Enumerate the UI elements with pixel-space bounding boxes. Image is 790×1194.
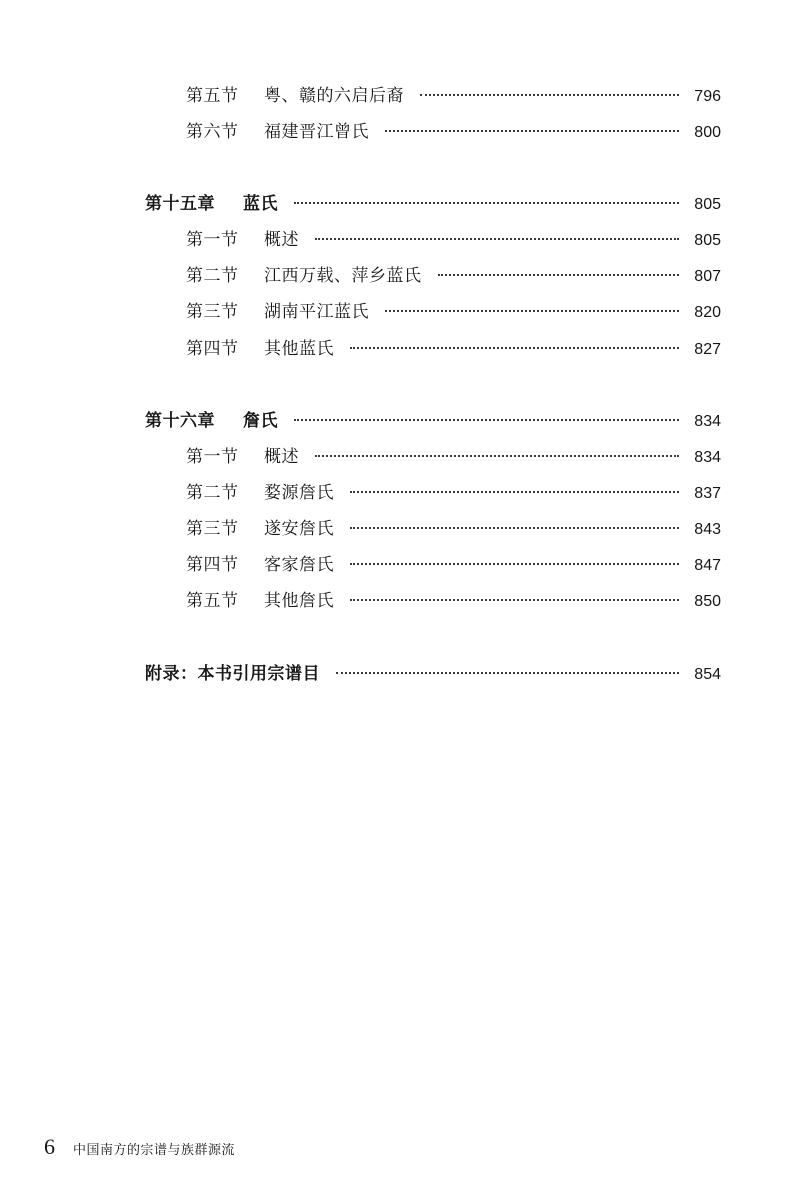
toc-entry-section (186, 518, 721, 541)
toc-entry-section (186, 301, 721, 324)
toc-entry-section (186, 229, 721, 252)
entry-number: 第四节 (186, 555, 239, 575)
dot-leader (336, 671, 679, 674)
page-footer (44, 1134, 235, 1160)
dot-leader (350, 562, 679, 565)
toc-entry-section (186, 338, 721, 361)
dot-leader (315, 454, 679, 457)
entry-page: 827 (694, 341, 721, 358)
entry-title: 概述 (264, 230, 299, 250)
entry-number: 第三节 (186, 302, 239, 322)
entry-page: 843 (694, 521, 721, 538)
entry-page: 805 (694, 196, 721, 213)
entry-page: 820 (694, 304, 721, 321)
dot-leader (385, 309, 679, 312)
toc-entry-section (186, 85, 721, 108)
book-title: 中国南方的宗谱与族群源流 (73, 1143, 236, 1158)
entry-page: 834 (694, 449, 721, 466)
entry-title: 粤、赣的六启后裔 (264, 86, 404, 106)
entry-title: 其他詹氏 (264, 591, 334, 611)
dot-leader (420, 93, 679, 96)
toc-entry-section (186, 590, 721, 613)
appendix-title: 附录：本书引用宗谱目 (145, 664, 320, 684)
chapter-title: 詹氏 (243, 411, 278, 431)
entry-title: 概述 (264, 447, 299, 467)
toc-entry-appendix (145, 663, 721, 686)
entry-title: 婺源詹氏 (264, 483, 334, 503)
entry-title: 其他蓝氏 (264, 339, 334, 359)
chapter-title: 蓝氏 (243, 194, 278, 214)
dot-leader (294, 418, 679, 421)
entry-page: 834 (694, 413, 721, 430)
toc-entry-chapter (145, 193, 721, 216)
entry-number: 第五节 (186, 86, 239, 106)
toc-entry-section (186, 482, 721, 505)
toc-entry-section (186, 265, 721, 288)
page-number: 6 (44, 1134, 55, 1159)
toc-entry-chapter (145, 410, 721, 433)
entry-number: 第一节 (186, 230, 239, 250)
entry-title: 客家詹氏 (264, 555, 334, 575)
entry-number: 第二节 (186, 483, 239, 503)
dot-leader (350, 490, 679, 493)
toc-entry-section (186, 121, 721, 144)
dot-leader (315, 237, 679, 240)
entry-page: 807 (694, 268, 721, 285)
dot-leader (438, 273, 680, 276)
entry-page: 837 (694, 485, 721, 502)
entry-page: 805 (694, 232, 721, 249)
entry-page: 854 (694, 666, 721, 683)
dot-leader (350, 346, 679, 349)
entry-title: 湖南平江蓝氏 (264, 302, 369, 322)
entry-number: 第五节 (186, 591, 239, 611)
entry-title: 江西万载、萍乡蓝氏 (264, 266, 422, 286)
dot-leader (294, 201, 679, 204)
entry-page: 800 (694, 124, 721, 141)
entry-page: 850 (694, 593, 721, 610)
entry-page: 796 (694, 88, 721, 105)
entry-title: 福建晋江曾氏 (264, 122, 369, 142)
entry-number: 第六节 (186, 122, 239, 142)
entry-number: 第三节 (186, 519, 239, 539)
entry-number: 第一节 (186, 447, 239, 467)
entry-title: 遂安詹氏 (264, 519, 334, 539)
dot-leader (350, 526, 679, 529)
toc-entry-section (186, 554, 721, 577)
dot-leader (385, 129, 679, 132)
dot-leader (350, 598, 679, 601)
toc-entry-section (186, 446, 721, 469)
chapter-number: 第十六章 (145, 411, 215, 431)
entry-number: 第二节 (186, 266, 239, 286)
entry-page: 847 (694, 557, 721, 574)
chapter-number: 第十五章 (145, 194, 215, 214)
entry-number: 第四节 (186, 339, 239, 359)
